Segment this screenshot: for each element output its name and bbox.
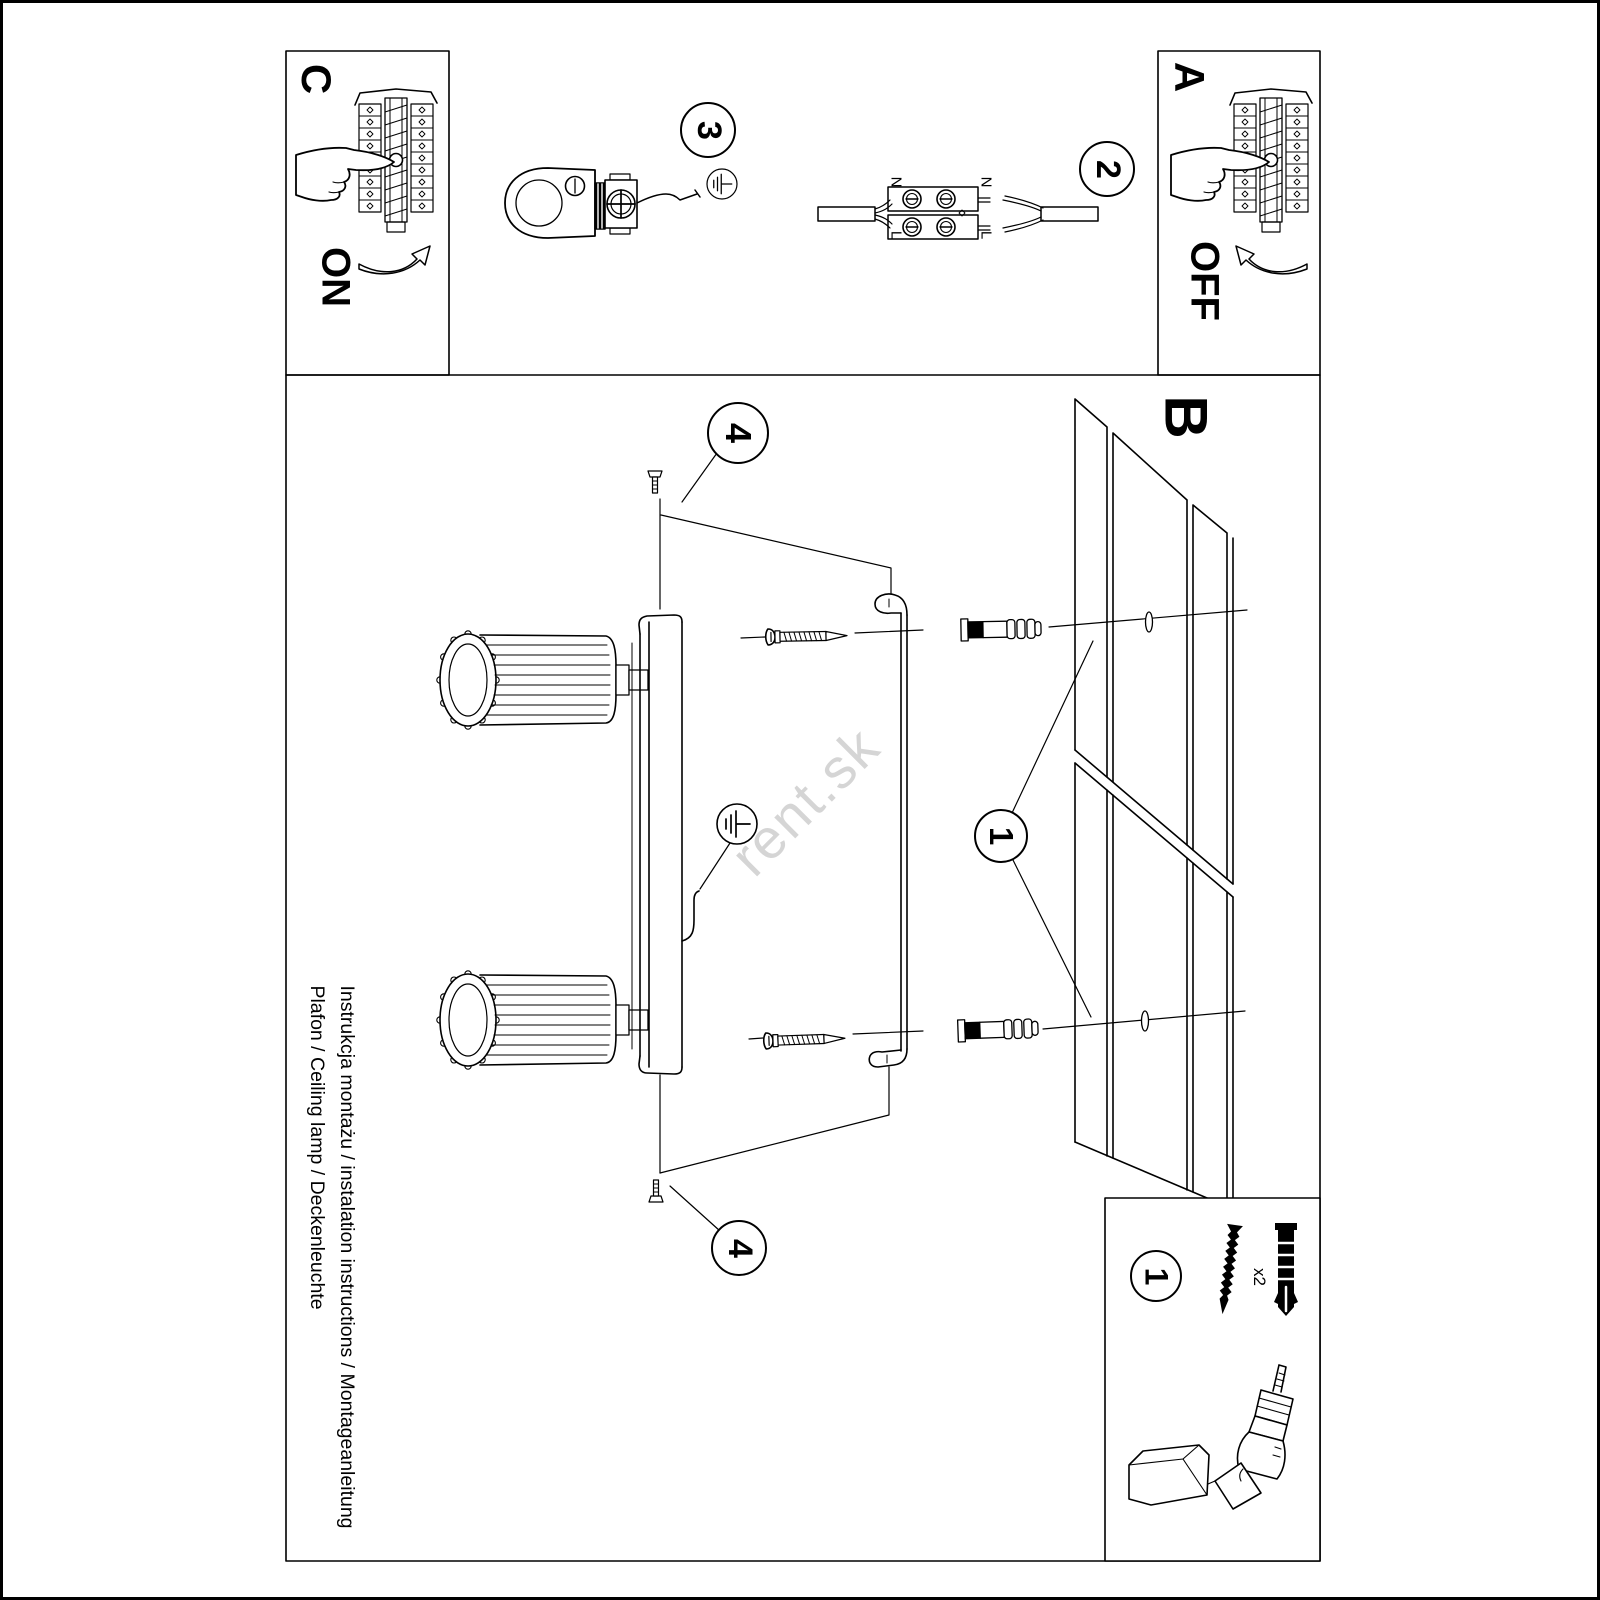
watermark: rent.sk xyxy=(718,714,892,888)
canopy-screw-bottom-icon xyxy=(649,1180,663,1202)
c-box-frame xyxy=(286,51,449,375)
rotate-arrow-icon xyxy=(1236,246,1307,274)
drill-hole-bottom-icon xyxy=(1142,1011,1149,1031)
wiring-diagram-icon xyxy=(818,187,1098,239)
parts-item-callout: 1 xyxy=(1130,1250,1182,1302)
wire-n-left-label: N xyxy=(887,176,905,188)
canopy-screw-top-icon xyxy=(648,471,662,493)
line-art xyxy=(3,3,1600,1600)
mounting-plate-icon xyxy=(632,615,682,1074)
mounting-bracket-icon xyxy=(869,594,907,1067)
step-1-callout: 1 xyxy=(974,809,1028,863)
wire-l-left-label: L xyxy=(887,230,905,240)
leader-lines xyxy=(660,453,1093,1231)
a-box-frame xyxy=(1158,51,1320,375)
rotate-arrow-icon xyxy=(359,246,430,274)
pointing-hand-icon xyxy=(1171,148,1269,201)
pointing-hand-icon xyxy=(296,148,394,201)
step-4-bottom-callout: 4 xyxy=(711,1220,767,1276)
ground-symbol-icon xyxy=(717,804,757,844)
ceiling-panels-icon xyxy=(1075,399,1233,1209)
letter-b-label: B xyxy=(1152,395,1220,439)
ground-wire-icon xyxy=(682,891,699,941)
mounting-screw-bottom-icon xyxy=(763,1030,845,1049)
letter-a-label: A xyxy=(1166,61,1213,93)
footer-line-1: Instrukcja montażu / instalation instructions / Montageanleitung xyxy=(336,985,358,1529)
lamp-shade-top-icon xyxy=(437,631,648,729)
mounting-screw-top-icon xyxy=(766,628,848,645)
wall-plug-top-icon xyxy=(961,618,1041,641)
quantity-label: x2 xyxy=(1250,1268,1269,1286)
off-label: OFF xyxy=(1182,241,1227,321)
wire-l-right-label: L xyxy=(977,230,995,240)
wall-plug-bottom-icon xyxy=(958,1017,1039,1042)
lamp-shade-bottom-icon xyxy=(437,971,648,1069)
step-2-callout: 2 xyxy=(1079,141,1135,197)
parts-box xyxy=(1105,1198,1320,1561)
step-4-top-callout: 4 xyxy=(707,402,769,464)
footer-line-2: Plafon / Ceiling lamp / Deckenleuchte xyxy=(306,985,328,1310)
letter-c-label: C xyxy=(293,63,340,95)
lamp-base-icon xyxy=(505,168,700,238)
drill-hole-top-icon xyxy=(1146,612,1153,632)
ground-symbol-icon xyxy=(707,169,737,199)
ground-wire-icon xyxy=(637,190,700,203)
on-label: ON xyxy=(313,247,358,307)
step-3-callout: 3 xyxy=(680,102,736,158)
footer-title xyxy=(302,985,362,1528)
wire-n-right-label: N xyxy=(977,176,995,188)
